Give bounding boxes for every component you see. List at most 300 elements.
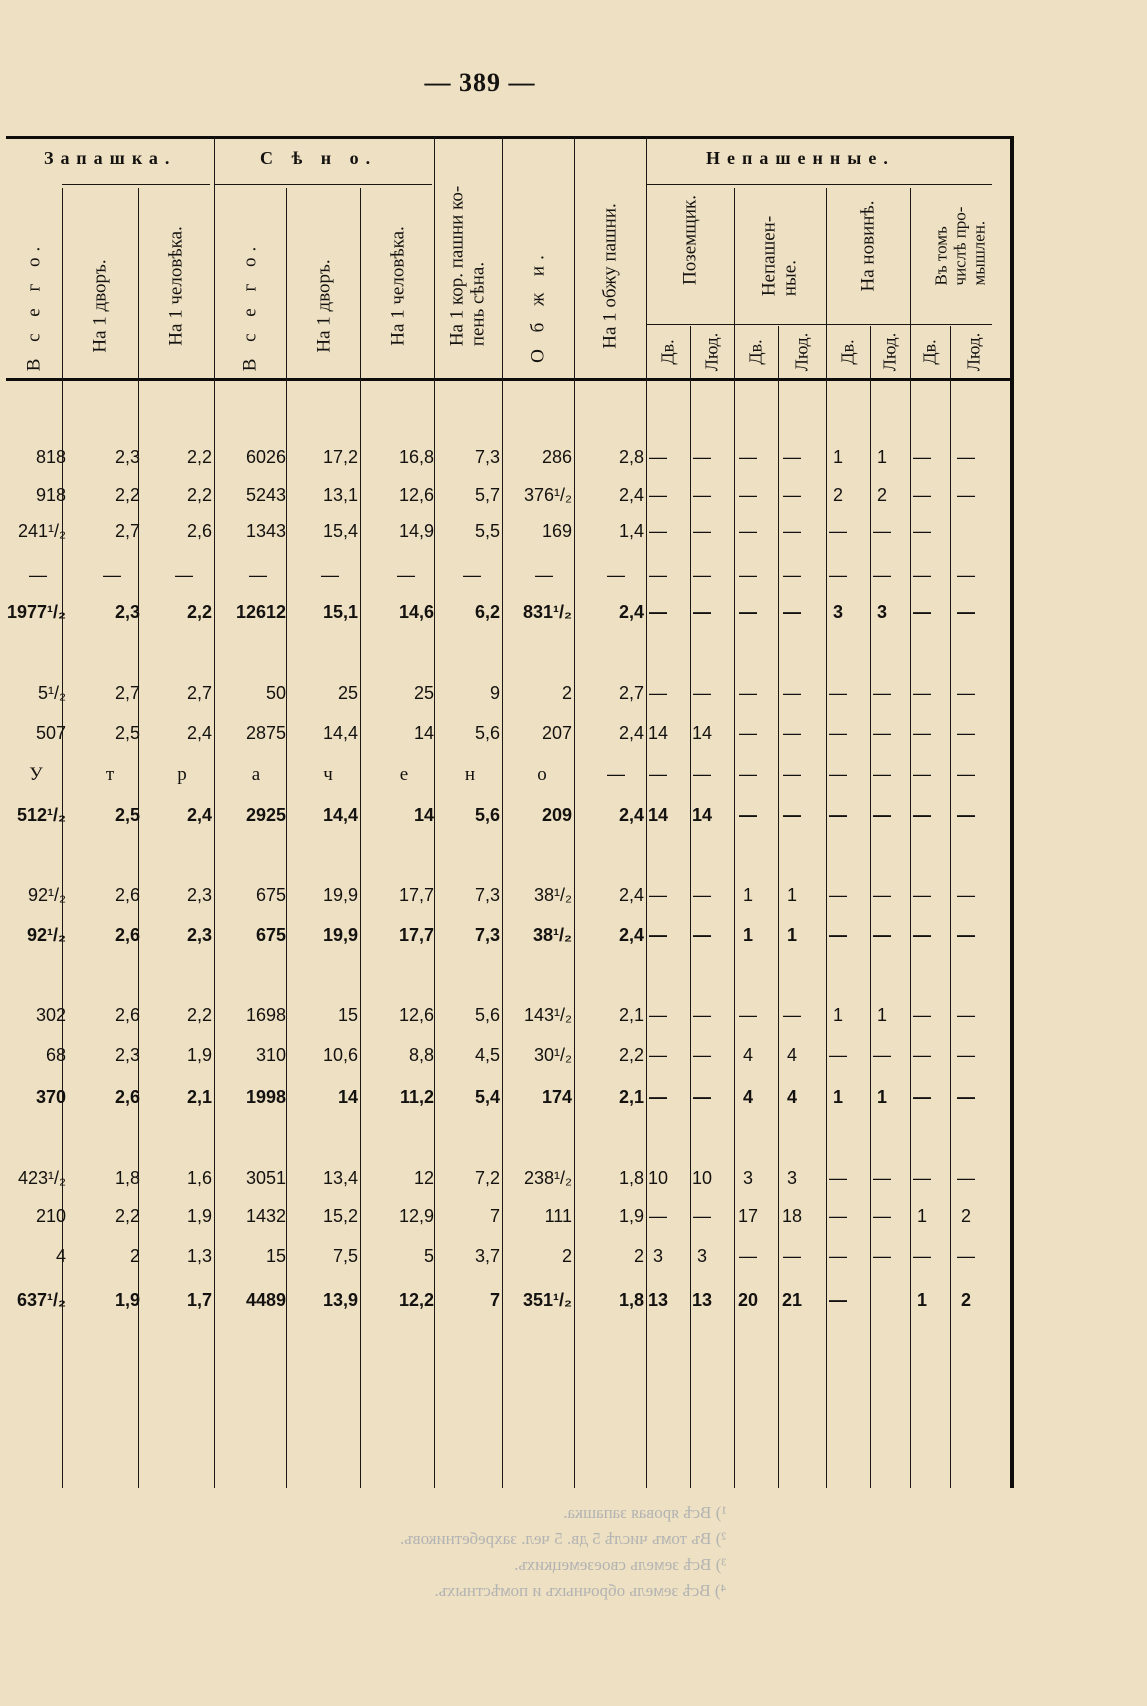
table-cell: ч — [323, 764, 333, 785]
table-cell: — — [913, 925, 931, 945]
table-cell: е — [399, 764, 409, 785]
table-cell: 2,2 — [618, 1045, 644, 1065]
table-cell: 25 — [337, 683, 358, 703]
table-cell: — — [913, 885, 931, 905]
table-cell: — — [739, 723, 757, 743]
table-cell: 11,2 — [399, 1087, 434, 1107]
table-cell: — — [693, 1206, 711, 1226]
table-cell: 1,3 — [186, 1246, 212, 1266]
table-cell: — — [693, 925, 711, 945]
table-cell: 1,8 — [618, 1290, 644, 1310]
table-cell: — — [913, 602, 931, 622]
table-cell: 2,6 — [114, 885, 140, 905]
table-cell: 4,5 — [474, 1045, 500, 1065]
table-cell: — — [693, 683, 711, 703]
table-cell: 20 — [737, 1290, 759, 1310]
table-cell: 1,9 — [618, 1206, 644, 1226]
bleed-through-footnotes: ¹) Всѣ яровая запашка. ²) Въ томъ числѣ 5 дв. 5 чел. захребетниковъ. ³) Всѣ земель своеземецкихъ. ⁴) Всѣ земель оброчныхъ и помѣстныхъ. — [400, 1503, 727, 1600]
table-cell: — — [693, 521, 711, 541]
table-cell: 2,3 — [114, 447, 140, 467]
table-cell: — — [829, 1168, 847, 1188]
pozemshch-header: Поземщик. — [679, 195, 701, 285]
table-cell: 286 — [541, 447, 572, 467]
table-cell: 68 — [45, 1045, 66, 1065]
table-cell: 15,1 — [322, 602, 358, 622]
table-cell: — — [649, 1087, 667, 1107]
table-cell: 3 — [786, 1168, 798, 1188]
table-cell: — — [957, 683, 975, 703]
table-cell: 1,8 — [618, 1168, 644, 1188]
table-cell: 507 — [35, 723, 66, 743]
table-cell: 111 — [544, 1206, 572, 1226]
table-cell: р — [177, 764, 187, 785]
table-cell: У — [29, 764, 43, 785]
table-cell: — — [649, 1005, 667, 1025]
table-cell: 25 — [413, 683, 434, 703]
header-bottom-rule — [6, 378, 1014, 381]
col-rule — [502, 136, 503, 1488]
table-cell: 17,7 — [398, 885, 434, 905]
seno-header: С ѣ н о. — [260, 148, 378, 168]
table-cell: 1 — [742, 925, 754, 945]
table-cell: — — [873, 1045, 891, 1065]
na1dvor-header: На 1 дворъ. — [89, 259, 111, 353]
table-cell: 14 — [413, 805, 434, 825]
table-cell: — — [607, 764, 625, 784]
table-cell: — — [873, 1206, 891, 1226]
table-cell: — — [739, 805, 757, 825]
table-cell: — — [535, 565, 553, 585]
table-cell: 17 — [737, 1206, 759, 1226]
table-cell: — — [739, 447, 757, 467]
table-cell: 7,3 — [474, 885, 500, 905]
table-cell: 2,6 — [114, 925, 140, 945]
table-cell: — — [829, 925, 847, 945]
table-cell: — — [957, 925, 975, 945]
table-cell: — — [873, 925, 891, 945]
table-cell: 10,6 — [322, 1045, 358, 1065]
table-cell: — — [783, 1246, 801, 1266]
table-cell: — — [829, 805, 847, 825]
table-cell: — — [957, 764, 975, 784]
table-cell: 5,7 — [474, 485, 500, 505]
table-cell: 818 — [35, 447, 66, 467]
nepashen-header: Непашен- ные. — [758, 215, 801, 297]
table-cell: 15 — [337, 1005, 358, 1025]
table-cell: 2,7 — [186, 683, 212, 703]
table-cell: 210 — [35, 1206, 66, 1226]
na1chel-header: На 1 человѣка. — [165, 226, 187, 346]
table-cell: 2 — [960, 1206, 972, 1226]
table-cell: 6026 — [245, 447, 286, 467]
table-cell: — — [739, 764, 757, 784]
table-cell: 174 — [541, 1087, 572, 1107]
table-cell: 3,7 — [474, 1246, 500, 1266]
table-cell: 2,6 — [114, 1005, 140, 1025]
table-cell: 30¹/₂ — [533, 1045, 572, 1065]
table-cell: — — [913, 447, 931, 467]
table-cell: — — [913, 805, 931, 825]
table-cell: 918 — [35, 485, 66, 505]
table-cell: 2 — [876, 485, 888, 505]
table-cell: — — [649, 565, 667, 585]
table-cell: — — [873, 521, 891, 541]
vsego-seno-header: В с е г о. — [239, 240, 261, 372]
table-cell: — — [873, 1246, 891, 1266]
table-cell: 38¹/₂ — [532, 925, 572, 945]
table-cell: 1 — [916, 1290, 928, 1310]
table-cell: — — [957, 1045, 975, 1065]
table-cell: 675 — [255, 925, 286, 945]
table-cell: 2,3 — [114, 1045, 140, 1065]
col-rule — [778, 326, 779, 1488]
table-cell: 14 — [691, 805, 713, 825]
table-cell: — — [607, 565, 625, 585]
table-cell: 2,2 — [186, 447, 212, 467]
table-cell: 2,2 — [114, 1206, 140, 1226]
table-cell: 1 — [916, 1206, 928, 1226]
table-right-border — [1010, 136, 1014, 1488]
table-cell: 310 — [255, 1045, 286, 1065]
table-cell: 92¹/₂ — [26, 925, 66, 945]
lyud-header: Люд. — [879, 332, 900, 372]
table-cell: 2,5 — [114, 805, 140, 825]
table-cell: 302 — [35, 1005, 66, 1025]
col-rule — [574, 136, 575, 1488]
table-cell: — — [829, 565, 847, 585]
dv-header: Дв. — [919, 339, 940, 365]
table-cell: — — [829, 764, 847, 784]
table-cell: — — [739, 1005, 757, 1025]
table-cell: 13 — [647, 1290, 669, 1310]
v-tom-header: Въ томъ числѣ про- мышлен. — [931, 206, 989, 286]
table-cell: 9 — [489, 683, 500, 703]
table-cell: — — [249, 565, 267, 585]
table-cell: 2925 — [245, 805, 286, 825]
table-cell: 4 — [742, 1087, 754, 1107]
col-rule — [734, 188, 735, 1488]
table-cell: — — [693, 447, 711, 467]
na1chel-seno-header: На 1 человѣка. — [387, 226, 409, 346]
table-cell: 4 — [786, 1045, 798, 1065]
table-cell: т — [105, 764, 115, 785]
table-cell: — — [693, 485, 711, 505]
table-cell: — — [649, 602, 667, 622]
table-cell: 8,8 — [408, 1045, 434, 1065]
table-cell: 4 — [786, 1087, 798, 1107]
table-cell: 370 — [35, 1087, 66, 1107]
dv-lyud-rule — [646, 324, 992, 325]
table-cell: — — [829, 1206, 847, 1226]
table-cell: 2875 — [245, 723, 286, 743]
table-cell: 1 — [832, 447, 844, 467]
table-cell: 6,2 — [474, 602, 500, 622]
table-cell: 2,7 — [114, 683, 140, 703]
seno-underline — [214, 184, 432, 185]
table-cell: 2,4 — [186, 723, 212, 743]
table-cell: — — [913, 1246, 931, 1266]
table-cell: 5,6 — [474, 723, 500, 743]
table-cell: — — [649, 683, 667, 703]
table-cell: — — [783, 521, 801, 541]
table-cell: — — [397, 565, 415, 585]
obzhi-header: О б ж и. — [527, 249, 549, 363]
col-rule — [434, 136, 435, 1488]
table-cell: 423¹/₂ — [17, 1168, 66, 1188]
table-cell: — — [783, 447, 801, 467]
table-cell: 3 — [876, 602, 888, 622]
table-cell: 2,4 — [618, 805, 644, 825]
table-cell: — — [873, 683, 891, 703]
table-cell: 238¹/₂ — [523, 1168, 572, 1188]
table-cell: 2,3 — [114, 602, 140, 622]
table-cell: — — [957, 885, 975, 905]
table-cell: — — [739, 602, 757, 622]
table-cell: 15,4 — [322, 521, 358, 541]
table-cell: 169 — [541, 521, 572, 541]
table-cell: — — [829, 885, 847, 905]
table-cell: — — [913, 683, 931, 703]
col-rule — [910, 188, 911, 1488]
table-cell: 14,6 — [398, 602, 434, 622]
table-cell: — — [649, 485, 667, 505]
table-cell: 1 — [876, 447, 888, 467]
table-cell: 2,8 — [618, 447, 644, 467]
table-cell: — — [693, 1087, 711, 1107]
table-cell: 5 — [423, 1246, 434, 1266]
table-cell: 2 — [561, 683, 572, 703]
table-cell: — — [913, 1005, 931, 1025]
table-cell: 15,2 — [322, 1206, 358, 1226]
table-cell: — — [693, 885, 711, 905]
table-cell: 14 — [647, 805, 669, 825]
table-cell: 18 — [781, 1206, 803, 1226]
table-cell: — — [783, 1005, 801, 1025]
table-cell: — — [913, 1168, 931, 1188]
table-cell: — — [829, 723, 847, 743]
table-cell: 15 — [265, 1246, 286, 1266]
table-cell: — — [649, 764, 667, 784]
table-cell: 3 — [696, 1246, 708, 1266]
table-cell: — — [957, 723, 975, 743]
table-cell: 7,2 — [474, 1168, 500, 1188]
table-cell: — — [913, 1045, 931, 1065]
table-cell: — — [829, 1045, 847, 1065]
table-cell: 2,1 — [618, 1087, 644, 1107]
table-cell: 512¹/₂ — [16, 805, 66, 825]
table-cell: — — [739, 521, 757, 541]
nepashennye-underline — [646, 184, 992, 185]
na1kor-header: На 1 кор. пашни ко- пень сѣна. — [446, 185, 489, 347]
table-cell: 1432 — [245, 1206, 286, 1226]
table-cell: 2,5 — [114, 723, 140, 743]
table-cell: — — [649, 447, 667, 467]
table-cell: — — [957, 485, 975, 505]
table-cell: 21 — [781, 1290, 803, 1310]
table-cell: 1 — [786, 925, 798, 945]
table-cell: 5,4 — [474, 1087, 500, 1107]
table-cell: 10 — [647, 1168, 669, 1188]
table-cell: 2,3 — [186, 885, 212, 905]
table-cell: 5243 — [245, 485, 286, 505]
table-cell: 12,2 — [398, 1290, 434, 1310]
table-cell: 7 — [489, 1206, 500, 1226]
table-cell: 637¹/₂ — [16, 1290, 66, 1310]
table-cell: 675 — [255, 885, 286, 905]
table-cell: 5¹/₂ — [38, 683, 66, 703]
table-cell: — — [29, 565, 47, 585]
col-rule — [870, 326, 871, 1488]
table-cell: — — [957, 1087, 975, 1107]
table-cell: — — [913, 565, 931, 585]
table-cell: — — [739, 1246, 757, 1266]
na1obzhu-header: На 1 обжу пашни. — [599, 203, 621, 349]
table-top-rule — [6, 136, 1014, 139]
table-cell: 143¹/₂ — [523, 1005, 572, 1025]
table-cell: 3051 — [245, 1168, 286, 1188]
table-cell: 1,9 — [114, 1290, 140, 1310]
table-cell: — — [783, 805, 801, 825]
table-cell: 831¹/₂ — [522, 602, 572, 622]
table-cell: 13 — [691, 1290, 713, 1310]
table-cell: — — [829, 521, 847, 541]
table-cell: 14 — [647, 723, 669, 743]
table-cell: — — [873, 764, 891, 784]
col-rule — [690, 326, 691, 1488]
table-cell: 19,9 — [322, 885, 358, 905]
table-cell: — — [783, 723, 801, 743]
table-cell: 4 — [55, 1246, 66, 1266]
table-cell: — — [913, 764, 931, 784]
table-cell: 1,7 — [186, 1290, 212, 1310]
table-cell: 2,2 — [186, 485, 212, 505]
table-cell: 2,4 — [186, 805, 212, 825]
table-cell: 3 — [742, 1168, 754, 1188]
table-cell: 1 — [876, 1005, 888, 1025]
table-cell: 2,2 — [114, 485, 140, 505]
table-cell: — — [829, 1290, 847, 1310]
table-cell: — — [463, 565, 481, 585]
table-cell: 2,1 — [618, 1005, 644, 1025]
table-cell: 2 — [129, 1246, 140, 1266]
table-cell: 5,6 — [474, 1005, 500, 1025]
table-cell: 2,4 — [618, 885, 644, 905]
table-cell: — — [649, 1206, 667, 1226]
col-rule — [646, 136, 647, 1488]
table-cell: — — [321, 565, 339, 585]
table-cell: — — [829, 1246, 847, 1266]
table-cell: — — [829, 683, 847, 703]
table-cell: — — [783, 683, 801, 703]
table-cell: 14 — [691, 723, 713, 743]
table-cell: 13,1 — [322, 485, 358, 505]
table-cell: 12,9 — [398, 1206, 434, 1226]
table-cell: — — [957, 1168, 975, 1188]
table-cell: — — [783, 764, 801, 784]
table-cell: — — [957, 565, 975, 585]
table-cell: 2,4 — [618, 723, 644, 743]
col-rule — [826, 188, 827, 1488]
table-cell: 14,4 — [322, 805, 358, 825]
col-rule — [950, 326, 951, 1488]
table-cell: — — [649, 1045, 667, 1065]
col-rule — [286, 188, 287, 1488]
table-cell: 4 — [742, 1045, 754, 1065]
table-cell: 2,7 — [114, 521, 140, 541]
na-novin-header: На новинѣ. — [857, 200, 879, 292]
table-cell: 2,3 — [186, 925, 212, 945]
table-cell: 16,8 — [398, 447, 434, 467]
table-cell: — — [693, 565, 711, 585]
table-cell: — — [873, 805, 891, 825]
table-cell: 351¹/₂ — [522, 1290, 572, 1310]
table-cell: — — [693, 764, 711, 784]
table-cell: 1,9 — [186, 1045, 212, 1065]
table-cell: 7,5 — [332, 1246, 358, 1266]
table-cell: 1,4 — [618, 521, 644, 541]
table-cell: 17,7 — [398, 925, 434, 945]
table-cell: 1,8 — [114, 1168, 140, 1188]
table-cell: 4489 — [245, 1290, 286, 1310]
table-cell: — — [783, 602, 801, 622]
table-cell: — — [649, 521, 667, 541]
statistics-table — [6, 136, 1014, 1488]
table-cell: 19,9 — [322, 925, 358, 945]
table-cell: — — [873, 1168, 891, 1188]
table-cell: — — [957, 602, 975, 622]
table-cell: 376¹/₂ — [523, 485, 572, 505]
table-cell: — — [783, 565, 801, 585]
table-cell: — — [957, 447, 975, 467]
table-cell: 2,4 — [618, 602, 644, 622]
table-cell: — — [957, 805, 975, 825]
table-cell: — — [913, 1087, 931, 1107]
table-cell: н — [464, 764, 476, 785]
table-cell: 14,4 — [322, 723, 358, 743]
table-cell: 1977¹/₂ — [6, 602, 66, 622]
table-cell: — — [175, 565, 193, 585]
table-cell: 7,3 — [474, 447, 500, 467]
table-cell: 12 — [413, 1168, 434, 1188]
table-cell: 17,2 — [322, 447, 358, 467]
table-cell: — — [739, 565, 757, 585]
zapashka-underline — [62, 184, 210, 185]
table-cell: 2 — [960, 1290, 972, 1310]
table-cell: — — [693, 1045, 711, 1065]
table-cell: 2 — [561, 1246, 572, 1266]
vsego-header: В с е г о. — [23, 240, 45, 372]
table-cell: 1998 — [245, 1087, 286, 1107]
table-cell: 1 — [742, 885, 754, 905]
table-cell: 14 — [337, 1087, 358, 1107]
table-cell: 10 — [691, 1168, 713, 1188]
table-cell: 13,4 — [322, 1168, 358, 1188]
table-cell: 2,7 — [618, 683, 644, 703]
table-cell: 1,9 — [186, 1206, 212, 1226]
table-cell: — — [913, 485, 931, 505]
table-cell: а — [251, 764, 261, 785]
table-cell: 2,2 — [186, 602, 212, 622]
table-cell: 2,4 — [618, 925, 644, 945]
table-cell: 1 — [832, 1087, 844, 1107]
table-cell: — — [873, 565, 891, 585]
table-cell: — — [693, 602, 711, 622]
table-cell: — — [913, 723, 931, 743]
table-cell: 7,3 — [474, 925, 500, 945]
table-cell: 14 — [413, 723, 434, 743]
table-cell: — — [957, 1005, 975, 1025]
table-cell: — — [739, 683, 757, 703]
